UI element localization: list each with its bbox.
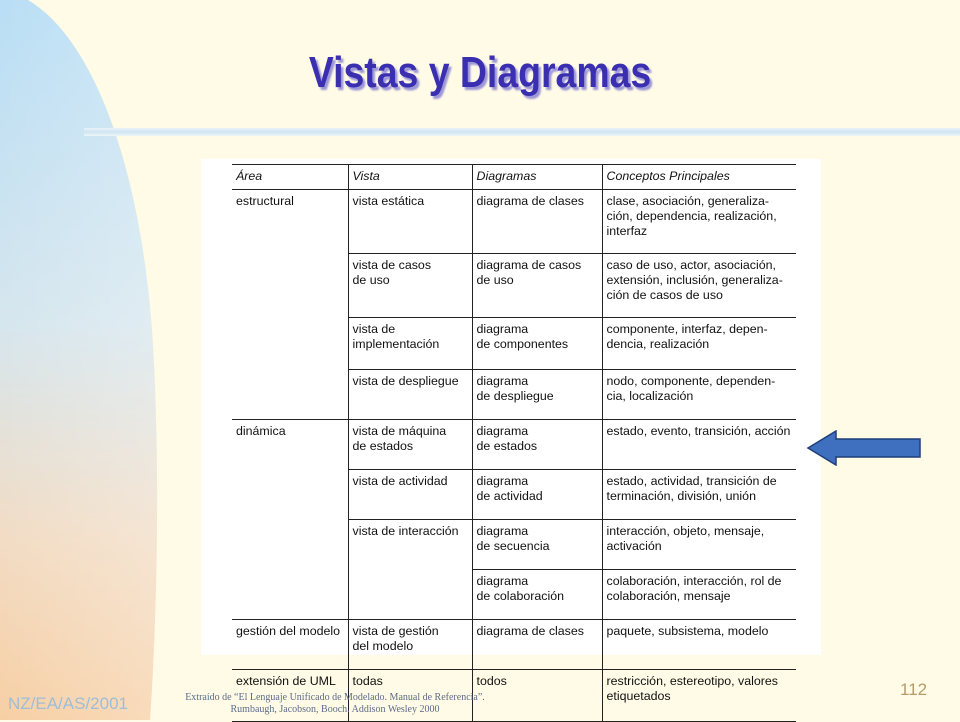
- slide-title: Vistas y Diagramas: [308, 48, 652, 97]
- header-conceptos: Conceptos Principales: [602, 165, 796, 190]
- cell-diagramas: diagrama de casos de uso: [472, 254, 602, 318]
- left-arrow-icon: [806, 430, 924, 466]
- cell-vista: vista de interacción: [348, 520, 472, 570]
- cell-area: [232, 570, 348, 620]
- cell-diagramas: diagrama de componentes: [472, 318, 602, 370]
- cell-diagramas: diagrama de clases: [472, 190, 602, 254]
- cell-diagramas: todos: [472, 670, 602, 722]
- header-diagramas: Diagramas: [472, 165, 602, 190]
- table-header-row: [232, 165, 796, 190]
- cell-conceptos: estado, evento, transición, acción: [602, 420, 796, 470]
- title-underline: [84, 128, 960, 136]
- cell-diagramas: diagrama de clases: [472, 620, 602, 670]
- table-row: [232, 470, 796, 520]
- cell-area: [232, 254, 348, 318]
- cell-vista: vista de máquina de estados: [348, 420, 472, 470]
- table-row: [232, 318, 796, 370]
- cell-vista: [348, 570, 472, 620]
- cell-diagramas: diagrama de actividad: [472, 470, 602, 520]
- cell-area: gestión del modelo: [232, 620, 348, 670]
- header-vista: Vista: [348, 165, 472, 190]
- table-row: [232, 420, 796, 470]
- footer-course-code: NZ/EA/AS/2001: [8, 694, 129, 713]
- cell-conceptos: colaboración, interacción, rol de colaboración, mensaje: [602, 570, 796, 620]
- cell-diagramas: diagrama de despliegue: [472, 370, 602, 420]
- cell-vista: vista estática: [348, 190, 472, 254]
- table-row: [232, 370, 796, 420]
- cell-area: [232, 318, 348, 370]
- cell-conceptos: caso de uso, actor, asociación, extensión, inclusión, generaliza- ción de casos de uso: [602, 254, 796, 318]
- cell-diagramas: diagrama de secuencia: [472, 520, 602, 570]
- cell-vista: vista de actividad: [348, 470, 472, 520]
- page-number: 112: [900, 680, 928, 699]
- source-line-2: Rumbaugh, Jacobson, Booch. Addison Wesley 2000: [230, 704, 440, 715]
- cell-conceptos: nodo, componente, dependen- cia, localización: [602, 370, 796, 420]
- cell-conceptos: clase, asociación, generaliza- ción, dependencia, realización, interfaz: [602, 190, 796, 254]
- cell-conceptos: componente, interfaz, depen- dencia, realización: [602, 318, 796, 370]
- cell-diagramas: diagrama de colaboración: [472, 570, 602, 620]
- cell-area: dinámica: [236, 424, 286, 438]
- source-line-1: Extraído de “El Lenguaje Unificado de Modelado. Manual de Referencia”.: [185, 692, 485, 703]
- cell-vista: vista de despliegue: [348, 370, 472, 420]
- table-row: [232, 620, 796, 670]
- cell-vista: vista de casos de uso: [348, 254, 472, 318]
- table-row: [232, 190, 796, 254]
- footer-source-citation: [160, 692, 510, 716]
- table-row: [232, 254, 796, 318]
- cell-area: estructural: [236, 194, 294, 208]
- cell-vista: vista de gestión del modelo: [348, 620, 472, 670]
- table-row: [232, 570, 796, 620]
- cell-area: extensión de UML: [232, 670, 348, 722]
- cell-conceptos: estado, actividad, transición de terminación, división, unión: [602, 470, 796, 520]
- cell-conceptos: interacción, objeto, mensaje, activación: [602, 520, 796, 570]
- cell-vista: todas: [348, 670, 472, 722]
- cell-area: [232, 520, 348, 570]
- table-row: [232, 520, 796, 570]
- header-area: Área: [232, 165, 348, 190]
- views-diagrams-table: [232, 164, 796, 722]
- cell-area: [232, 470, 348, 520]
- cell-vista: vista de implementación: [348, 318, 472, 370]
- cell-conceptos: restricción, estereotipo, valores etiquetados: [602, 670, 796, 722]
- cell-area: [232, 370, 348, 420]
- cell-conceptos: paquete, subsistema, modelo: [602, 620, 796, 670]
- cell-diagramas: diagrama de estados: [472, 420, 602, 470]
